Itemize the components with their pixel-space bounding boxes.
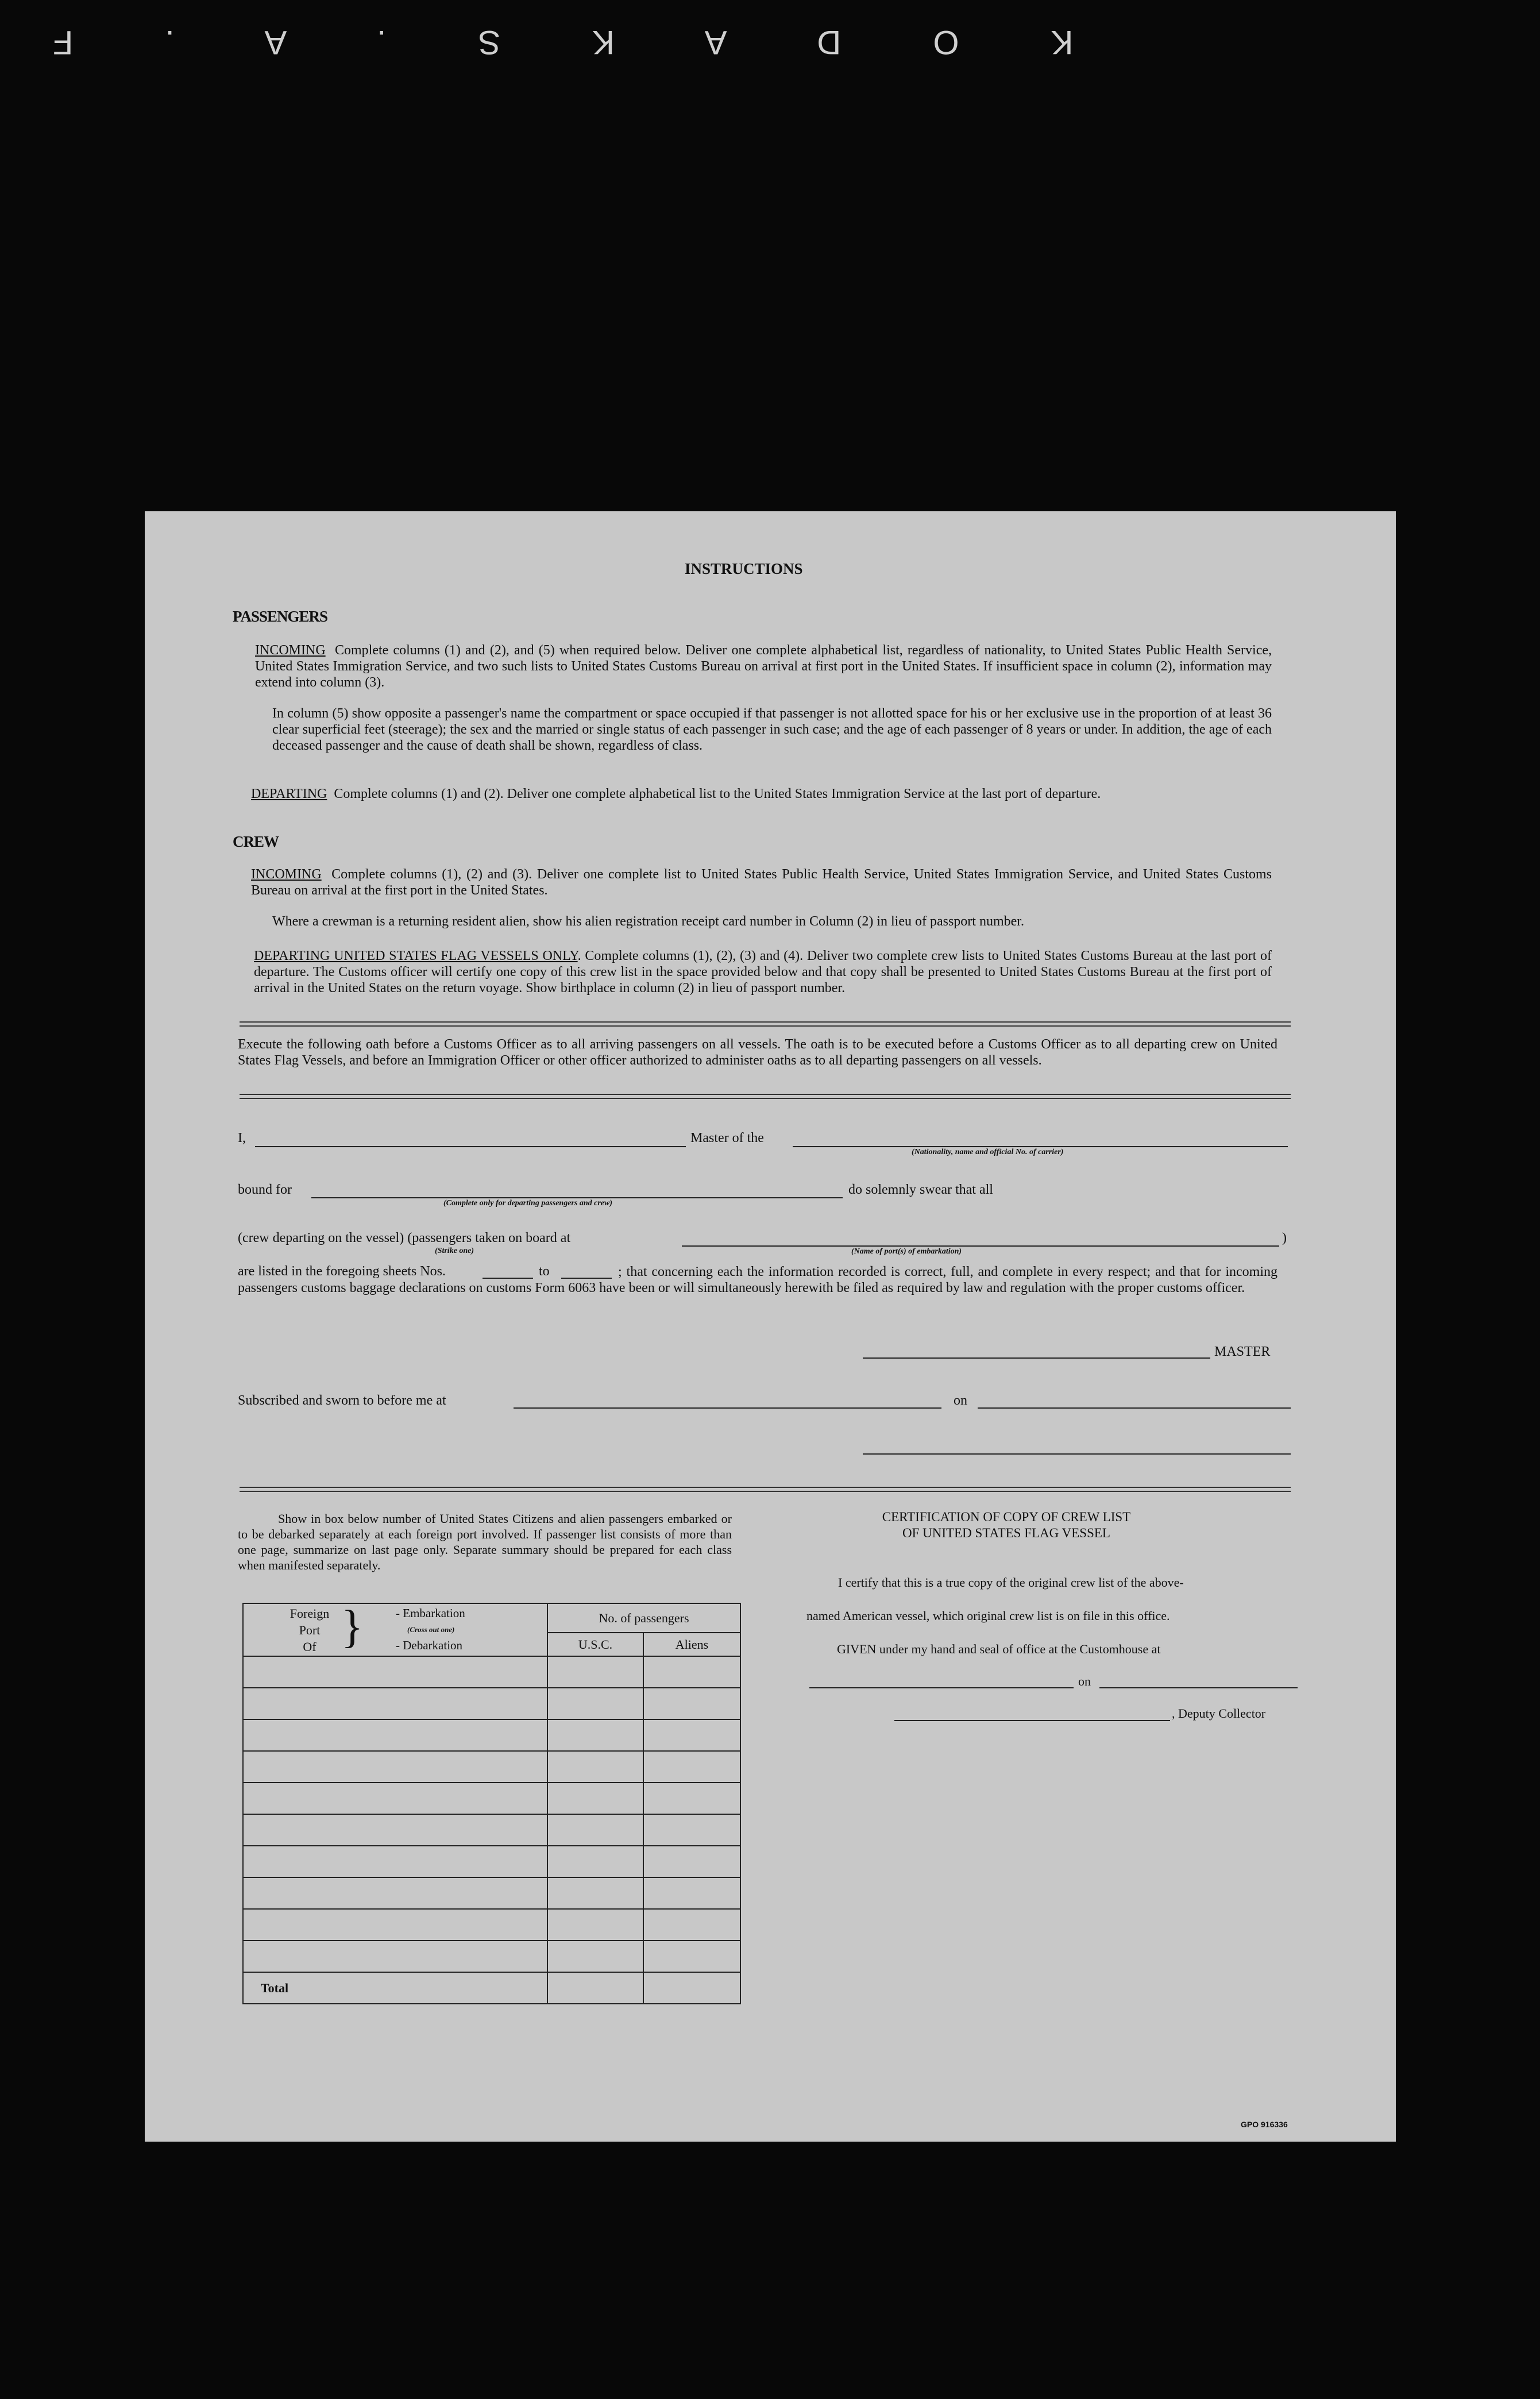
nationality-hint: (Nationality, name and official No. of carrier) <box>912 1148 1064 1156</box>
total-label: Total <box>243 1972 547 2004</box>
port-cell[interactable] <box>243 1751 547 1783</box>
cert-on-label: on <box>1078 1674 1091 1688</box>
debarkation-label: - Debarkation <box>396 1638 463 1652</box>
port-of-embarkation-field[interactable] <box>682 1245 1279 1247</box>
oath-instructions: Execute the following oath before a Customs Officer as to all arriving passengers on all vessels. The oath is to be executed before a Customs Officer as to all departing crew on United States Flag Vessels, and before an Immigration Officer or other officer authorized to administer oaths as to all departing passengers on all vessels. <box>238 1037 1277 1068</box>
table-row <box>243 1688 740 1719</box>
port-cell[interactable] <box>243 1909 547 1941</box>
port-cell[interactable] <box>243 1656 547 1688</box>
sworn-date-field[interactable] <box>978 1407 1291 1409</box>
deputy-collector-label: , Deputy Collector <box>1172 1706 1266 1721</box>
aliens-cell[interactable] <box>643 1719 740 1751</box>
certification-title-line2: OF UNITED STATES FLAG VESSEL <box>902 1526 1110 1540</box>
summary-instructions: Show in box below number of United States Citizens and alien passengers embarked or to be debarked separately at each foreign port involved. If passenger list consists of more than one page, summarize on last page only. Separate summary should be prepared for each class when manifested separately. <box>238 1511 732 1572</box>
master-label: MASTER <box>1214 1344 1271 1359</box>
column5-paragraph: In column (5) show opposite a passenger's name the compartment or space occupied if that passenger is not allotted space for his or her exclusive use in the proportion of at least 36 clear superficial feet (steerage); the sex and the married or single status of each passenger in such case; and the age of each passenger of 8 years or under. In addition, the age of each deceased passenger and the cause of death shall be shown, regardless of class. <box>272 706 1272 753</box>
sworn-place-field[interactable] <box>514 1407 941 1409</box>
listed-rest: ; that concerning each the information recorded is correct, full, and complete in every respect; and that for incoming passengers customs baggage declarations on customs Form 6063 have been or will simultaneously herewith be filed as required by law and regulation with the proper customs officer. <box>238 1264 1277 1295</box>
usc-cell[interactable] <box>547 1846 643 1877</box>
usc-cell[interactable] <box>547 1941 643 1972</box>
port-cell[interactable] <box>243 1814 547 1846</box>
crew-departing-label: DEPARTING UNITED STATES FLAG VESSELS ONLY <box>254 948 578 963</box>
passengers-incoming-text: Complete columns (1) and (2), and (5) when required below. Deliver one complete alphabetical list, regardless of nationality, to United States Public Health Service, United States Immigration Service, and two such lists to United States Customs Bureau on arrival at first port in the United States. If insufficient space in column (2), information may extend into column (3). <box>255 643 1272 690</box>
foreign-port-of <box>278 1605 341 1655</box>
bound-for-field[interactable] <box>311 1197 843 1198</box>
listed-prefix: are listed in the foregoing sheets Nos. <box>238 1264 446 1279</box>
divider <box>240 1487 1291 1492</box>
passengers-incoming-label: INCOMING <box>255 643 326 658</box>
aliens-cell[interactable] <box>643 1814 740 1846</box>
strike-hint: (Strike one) <box>435 1247 474 1255</box>
subscribed-label: Subscribed and sworn to before me at <box>238 1393 446 1408</box>
usc-cell[interactable] <box>547 1688 643 1719</box>
bound-for-hint: (Complete only for departing passengers and crew) <box>443 1199 612 1208</box>
usc-cell[interactable] <box>547 1814 643 1846</box>
certify-line1: I certify that this is a true copy of the original crew list of the above- <box>838 1575 1184 1590</box>
usc-cell[interactable] <box>547 1783 643 1814</box>
master-name-field[interactable] <box>255 1146 686 1147</box>
table-row <box>243 1877 740 1909</box>
foreign-label: Foreign <box>290 1606 330 1621</box>
passengers-departing-paragraph <box>251 786 1272 802</box>
port-cell[interactable] <box>243 1877 547 1909</box>
passengers-departing-label: DEPARTING <box>251 786 327 801</box>
divider <box>240 1021 1291 1027</box>
table-row <box>243 1814 740 1846</box>
crew-incoming-label: INCOMING <box>251 867 322 882</box>
close-paren: ) <box>1282 1231 1287 1245</box>
crew-departing-paragraph <box>254 948 1272 996</box>
port-hint: (Name of port(s) of embarkation) <box>851 1247 962 1256</box>
brace-icon: } <box>341 1602 364 1652</box>
usc-header: U.S.C. <box>547 1633 643 1656</box>
gpo-number: GPO 916336 <box>1241 2120 1288 2129</box>
aliens-cell[interactable] <box>643 1877 740 1909</box>
port-label: Port <box>299 1623 321 1637</box>
passengers-departing-text: Complete columns (1) and (2). Deliver one complete alphabetical list to the United States Immigration Service at the last port of departure. <box>334 786 1101 801</box>
port-cell[interactable] <box>243 1846 547 1877</box>
aliens-header: Aliens <box>643 1633 740 1656</box>
usc-cell[interactable] <box>547 1719 643 1751</box>
usc-cell[interactable] <box>547 1877 643 1909</box>
swear-label: do solemnly swear that all <box>848 1182 993 1197</box>
port-cell[interactable] <box>243 1783 547 1814</box>
port-cell[interactable] <box>243 1688 547 1719</box>
no-of-passengers-header: No. of passengers <box>547 1603 740 1633</box>
customs-form-page <box>145 511 1396 2142</box>
divider <box>240 1094 1291 1099</box>
passenger-summary-table <box>242 1603 741 2004</box>
aliens-cell[interactable] <box>643 1688 740 1719</box>
crew-incoming-paragraph <box>251 866 1272 898</box>
aliens-cell[interactable] <box>643 1846 740 1877</box>
table-row <box>243 1783 740 1814</box>
crew-heading: CREW <box>233 833 279 850</box>
to-label: to <box>539 1264 550 1279</box>
certification-title-line1: CERTIFICATION OF COPY OF CREW LIST <box>882 1510 1131 1524</box>
of-label: Of <box>303 1640 317 1654</box>
master-signature-field[interactable] <box>863 1357 1210 1359</box>
crew-departing-text: . Complete columns (1), (2), (3) and (4). Deliver two complete crew lists to United States Customs Bureau at the last port of departure. The Customs officer will certify one copy of this crew list in the space provided below and that copy shall be presented to United States Customs Bureau at the first port of arrival in the United States on the return voyage. Show birthplace in column (2) in lieu of passport number. <box>254 948 1272 996</box>
oath-i-label: I, <box>238 1131 246 1145</box>
table-row <box>243 1656 740 1688</box>
table-row <box>243 1719 740 1751</box>
usc-cell[interactable] <box>547 1751 643 1783</box>
aliens-cell[interactable] <box>643 1656 740 1688</box>
cross-out-hint: (Cross out one) <box>407 1625 455 1634</box>
crew-incoming-text: Complete columns (1), (2) and (3). Deliver one complete list to United States Public Health Service, United States Immigration Service, and United States Customs Bureau on arrival at the first port in the United States. <box>251 867 1272 898</box>
aliens-cell[interactable] <box>643 1783 740 1814</box>
table-row <box>243 1941 740 1972</box>
passengers-heading: PASSENGERS <box>233 608 328 625</box>
carrier-field[interactable] <box>793 1146 1288 1147</box>
total-usc-cell[interactable] <box>547 1972 643 2004</box>
deputy-collector-signature-field[interactable] <box>894 1720 1170 1721</box>
officer-signature-field[interactable] <box>863 1453 1291 1455</box>
crew-departing-label: (crew departing on the vessel) (passengers taken on board at <box>238 1231 571 1245</box>
usc-cell[interactable] <box>547 1656 643 1688</box>
given-line: GIVEN under my hand and seal of office at the Customhouse at <box>837 1642 1161 1656</box>
aliens-cell[interactable] <box>643 1751 740 1783</box>
crew-alien-paragraph: Where a crewman is a returning resident alien, show his alien registration receipt card number in Column (2) in lieu of passport number. <box>272 914 1024 929</box>
table-row <box>243 1751 740 1783</box>
aliens-cell[interactable] <box>643 1941 740 1972</box>
bound-for-label: bound for <box>238 1182 292 1197</box>
total-aliens-cell[interactable] <box>643 1972 740 2004</box>
embarkation-label: - Embarkation <box>396 1606 465 1620</box>
aliens-cell[interactable] <box>643 1909 740 1941</box>
film-edge-marking: K O D A K S . A . F <box>11 24 1074 61</box>
master-of-label: Master of the <box>690 1131 764 1145</box>
table-row <box>243 1846 740 1877</box>
passengers-incoming-paragraph <box>255 642 1272 691</box>
customhouse-field[interactable] <box>809 1687 1074 1688</box>
port-cell[interactable] <box>243 1719 547 1751</box>
table-row <box>243 1909 740 1941</box>
on-label: on <box>954 1393 967 1408</box>
port-cell[interactable] <box>243 1941 547 1972</box>
certify-line2: named American vessel, which original crew list is on file in this office. <box>806 1609 1170 1623</box>
cert-date-field[interactable] <box>1099 1687 1298 1688</box>
page-title: INSTRUCTIONS <box>685 560 803 577</box>
usc-cell[interactable] <box>547 1909 643 1941</box>
port-header-cell <box>243 1603 547 1656</box>
